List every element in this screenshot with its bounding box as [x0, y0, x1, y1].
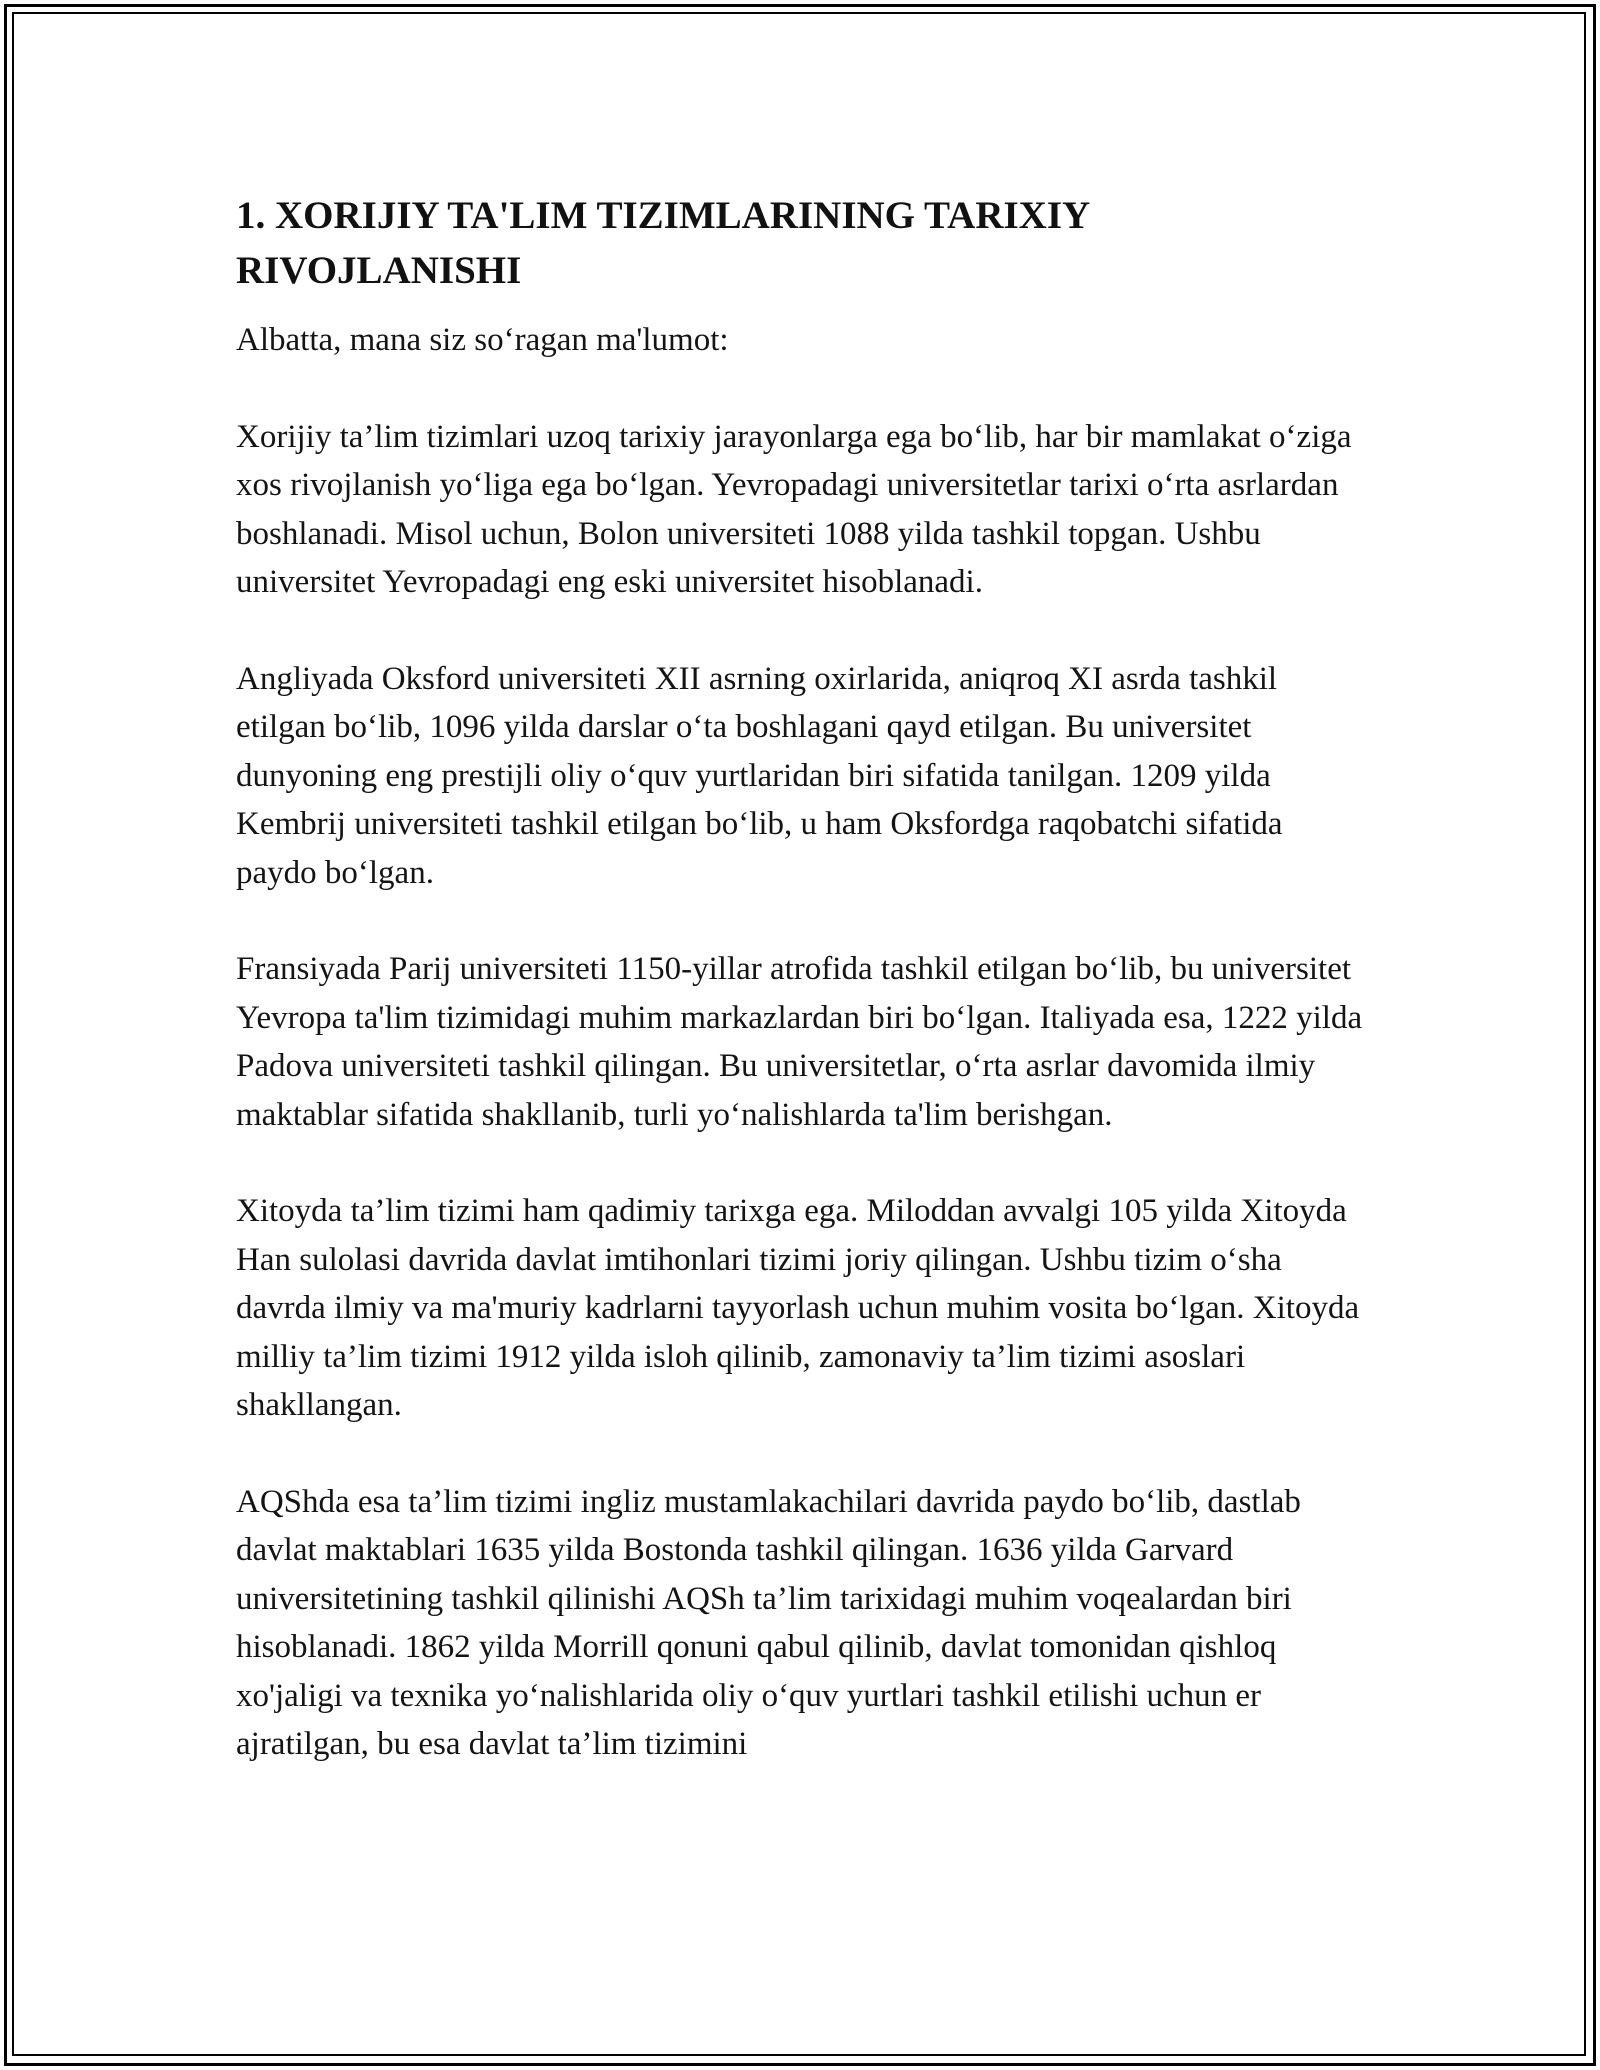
- paragraph-china-education: Xitoyda ta’lim tizimi ham qadimiy tarixga ega. Miloddan avvalgi 105 yilda Xitoyda Han sulolasi davrida davlat imtihonlari tizimi joriy qilingan. Ushbu tizim o‘sha davrda ilmiy va ma'muriy kadrlarni tayyorlash uchun muhim vosita bo‘lgan. Xitoyda milliy ta’lim tizimi 1912 yilda isloh qilinib, zamonaviy ta’lim tizimi asoslari shakllangan.: [236, 1193, 1360, 1423]
- paragraph-france-italy-universities: Fransiyada Parij universiteti 1150-yillar atrofida tashkil etilgan bo‘lib, bu universitet Yevropa ta'lim tizimidagi muhim markazlardan biri bo‘lgan. Italiyada esa, 1222 yilda Padova universiteti tashkil qilingan. Bu universitetlar, o‘rta asrlar davomida ilmiy maktablar sifatida shakllanib, turli yo‘nalishlarda ta'lim berishgan.: [236, 951, 1363, 1133]
- intro-line: Albatta, mana siz so‘ragan ma'lumot:: [236, 322, 729, 358]
- section-heading: 1. XORIJIY TA'LIM TIZIMLARINING TARIXIY RIVOJLANISHI: [236, 194, 1089, 292]
- paragraph-european-universities: Xorijiy ta’lim tizimlari uzoq tarixiy jarayonlarga ega bo‘lib, har bir mamlakat o‘ziga xos rivojlanish yo‘liga ega bo‘lgan. Yevropadagi universitetlar tarixi o‘rta asrlardan boshlanadi. Misol uchun, Bolon universiteti 1088 yilda tashkil topgan. Ushbu universitet Yevropadagi eng eski universitet hisoblanadi.: [236, 418, 1352, 600]
- paragraph-usa-education: AQShda esa ta’lim tizimi ingliz mustamlakachilari davrida paydo bo‘lib, dastlab davlat maktablari 1635 yilda Bostonda tashkil qilingan. 1636 yilda Garvard universitetining tashkil qilinishi AQSh ta’lim tarixidagi muhim voqealardan biri hisoblanadi. 1862 yilda Morrill qonuni qabul qilinib, davlat tomonidan qishloq xo'jaligi va texnika yo‘nalishlarida oliy o‘quv yurtlari tashkil etilishi uchun er ajratilgan, bu esa davlat ta’lim tizimini: [236, 1483, 1301, 1762]
- paragraph-england-universities: Angliyada Oksford universiteti XII asrning oxirlarida, aniqroq XI asrda tashkil etilgan bo‘lib, 1096 yilda darslar o‘ta boshlagani qayd etilgan. Bu universitet dunyoning eng prestijli oliy o‘quv yurtlaridan biri sifatida tanilgan. 1209 yilda Kembrij universiteti tashkil etilgan bo‘lib, u ham Oksfordga raqobatchi sifatida paydo bo‘lgan.: [236, 660, 1283, 891]
- document-body: [236, 188, 1366, 1817]
